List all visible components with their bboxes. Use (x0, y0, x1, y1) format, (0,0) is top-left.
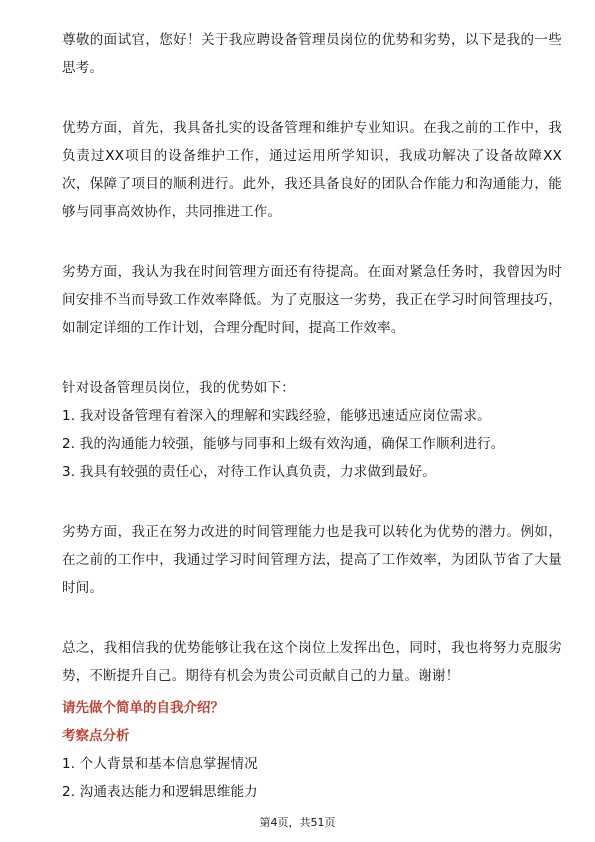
list-item: 1. 个人背景和基本信息掌握情况 (62, 756, 258, 772)
page-number: 第4页，共51页 (259, 816, 336, 829)
paragraph-conclusion: 总之，我相信我的优势能够让我在这个岗位上发挥出色，同时，我也将努力克服劣势，不断提升自己。期待有机会为贵公司贡献自己的力量。谢谢！ (62, 640, 562, 684)
analysis-list (62, 750, 562, 806)
list-item: 2. 沟通表达能力和逻辑思维能力 (62, 784, 258, 800)
paragraph-strengths: 优势方面，首先，我具备扎实的设备管理和维护专业知识。在我之前的工作中，我负责过XX项目的设备维护工作，通过运用所学知识，我成功解决了设备故障XX次，保障了项目的顺利进行。此外，我还具备良好的团队合作能力和沟通能力，能够与同事高效协作，共同推进工作。 (62, 120, 562, 220)
document-page (62, 26, 562, 806)
paragraph-strengths-intro: 针对设备管理员岗位，我的优势如下： (62, 380, 295, 396)
list-item: 2. 我的沟通能力较强，能够与同事和上级有效沟通，确保工作顺利进行。 (62, 436, 505, 452)
spacer (62, 226, 562, 258)
spacer (62, 486, 562, 518)
question-title: 请先做个简单的自我介绍？ (62, 700, 224, 716)
list-item: 1. 我对设备管理有着深入的理解和实践经验，能够迅速适应岗位需求。 (62, 408, 491, 424)
strengths-list (62, 402, 562, 486)
list-item: 3. 我具有较强的责任心，对待工作认真负责，力求做到最好。 (62, 464, 436, 480)
spacer (62, 602, 562, 634)
paragraph-weakness-potential: 劣势方面，我正在努力改进的时间管理能力也是我可以转化为优势的潜力。例如，在之前的工作中，我通过学习时间管理方法，提高了工作效率，为团队节省了大量时间。 (62, 524, 562, 596)
spacer (62, 82, 562, 114)
spacer (62, 342, 562, 374)
paragraph-greeting: 尊敬的面试官，您好！关于我应聘设备管理员岗位的优势和劣势，以下是我的一些思考。 (62, 32, 562, 76)
analysis-heading: 考察点分析 (62, 728, 130, 744)
paragraph-weaknesses: 劣势方面，我认为我在时间管理方面还有待提高。在面对紧急任务时，我曾因为时间安排不当而导致工作效率降低。为了克服这一劣势，我正在学习时间管理技巧，如制定详细的工作计划，合理分配时间，提高工作效率。 (62, 264, 562, 336)
